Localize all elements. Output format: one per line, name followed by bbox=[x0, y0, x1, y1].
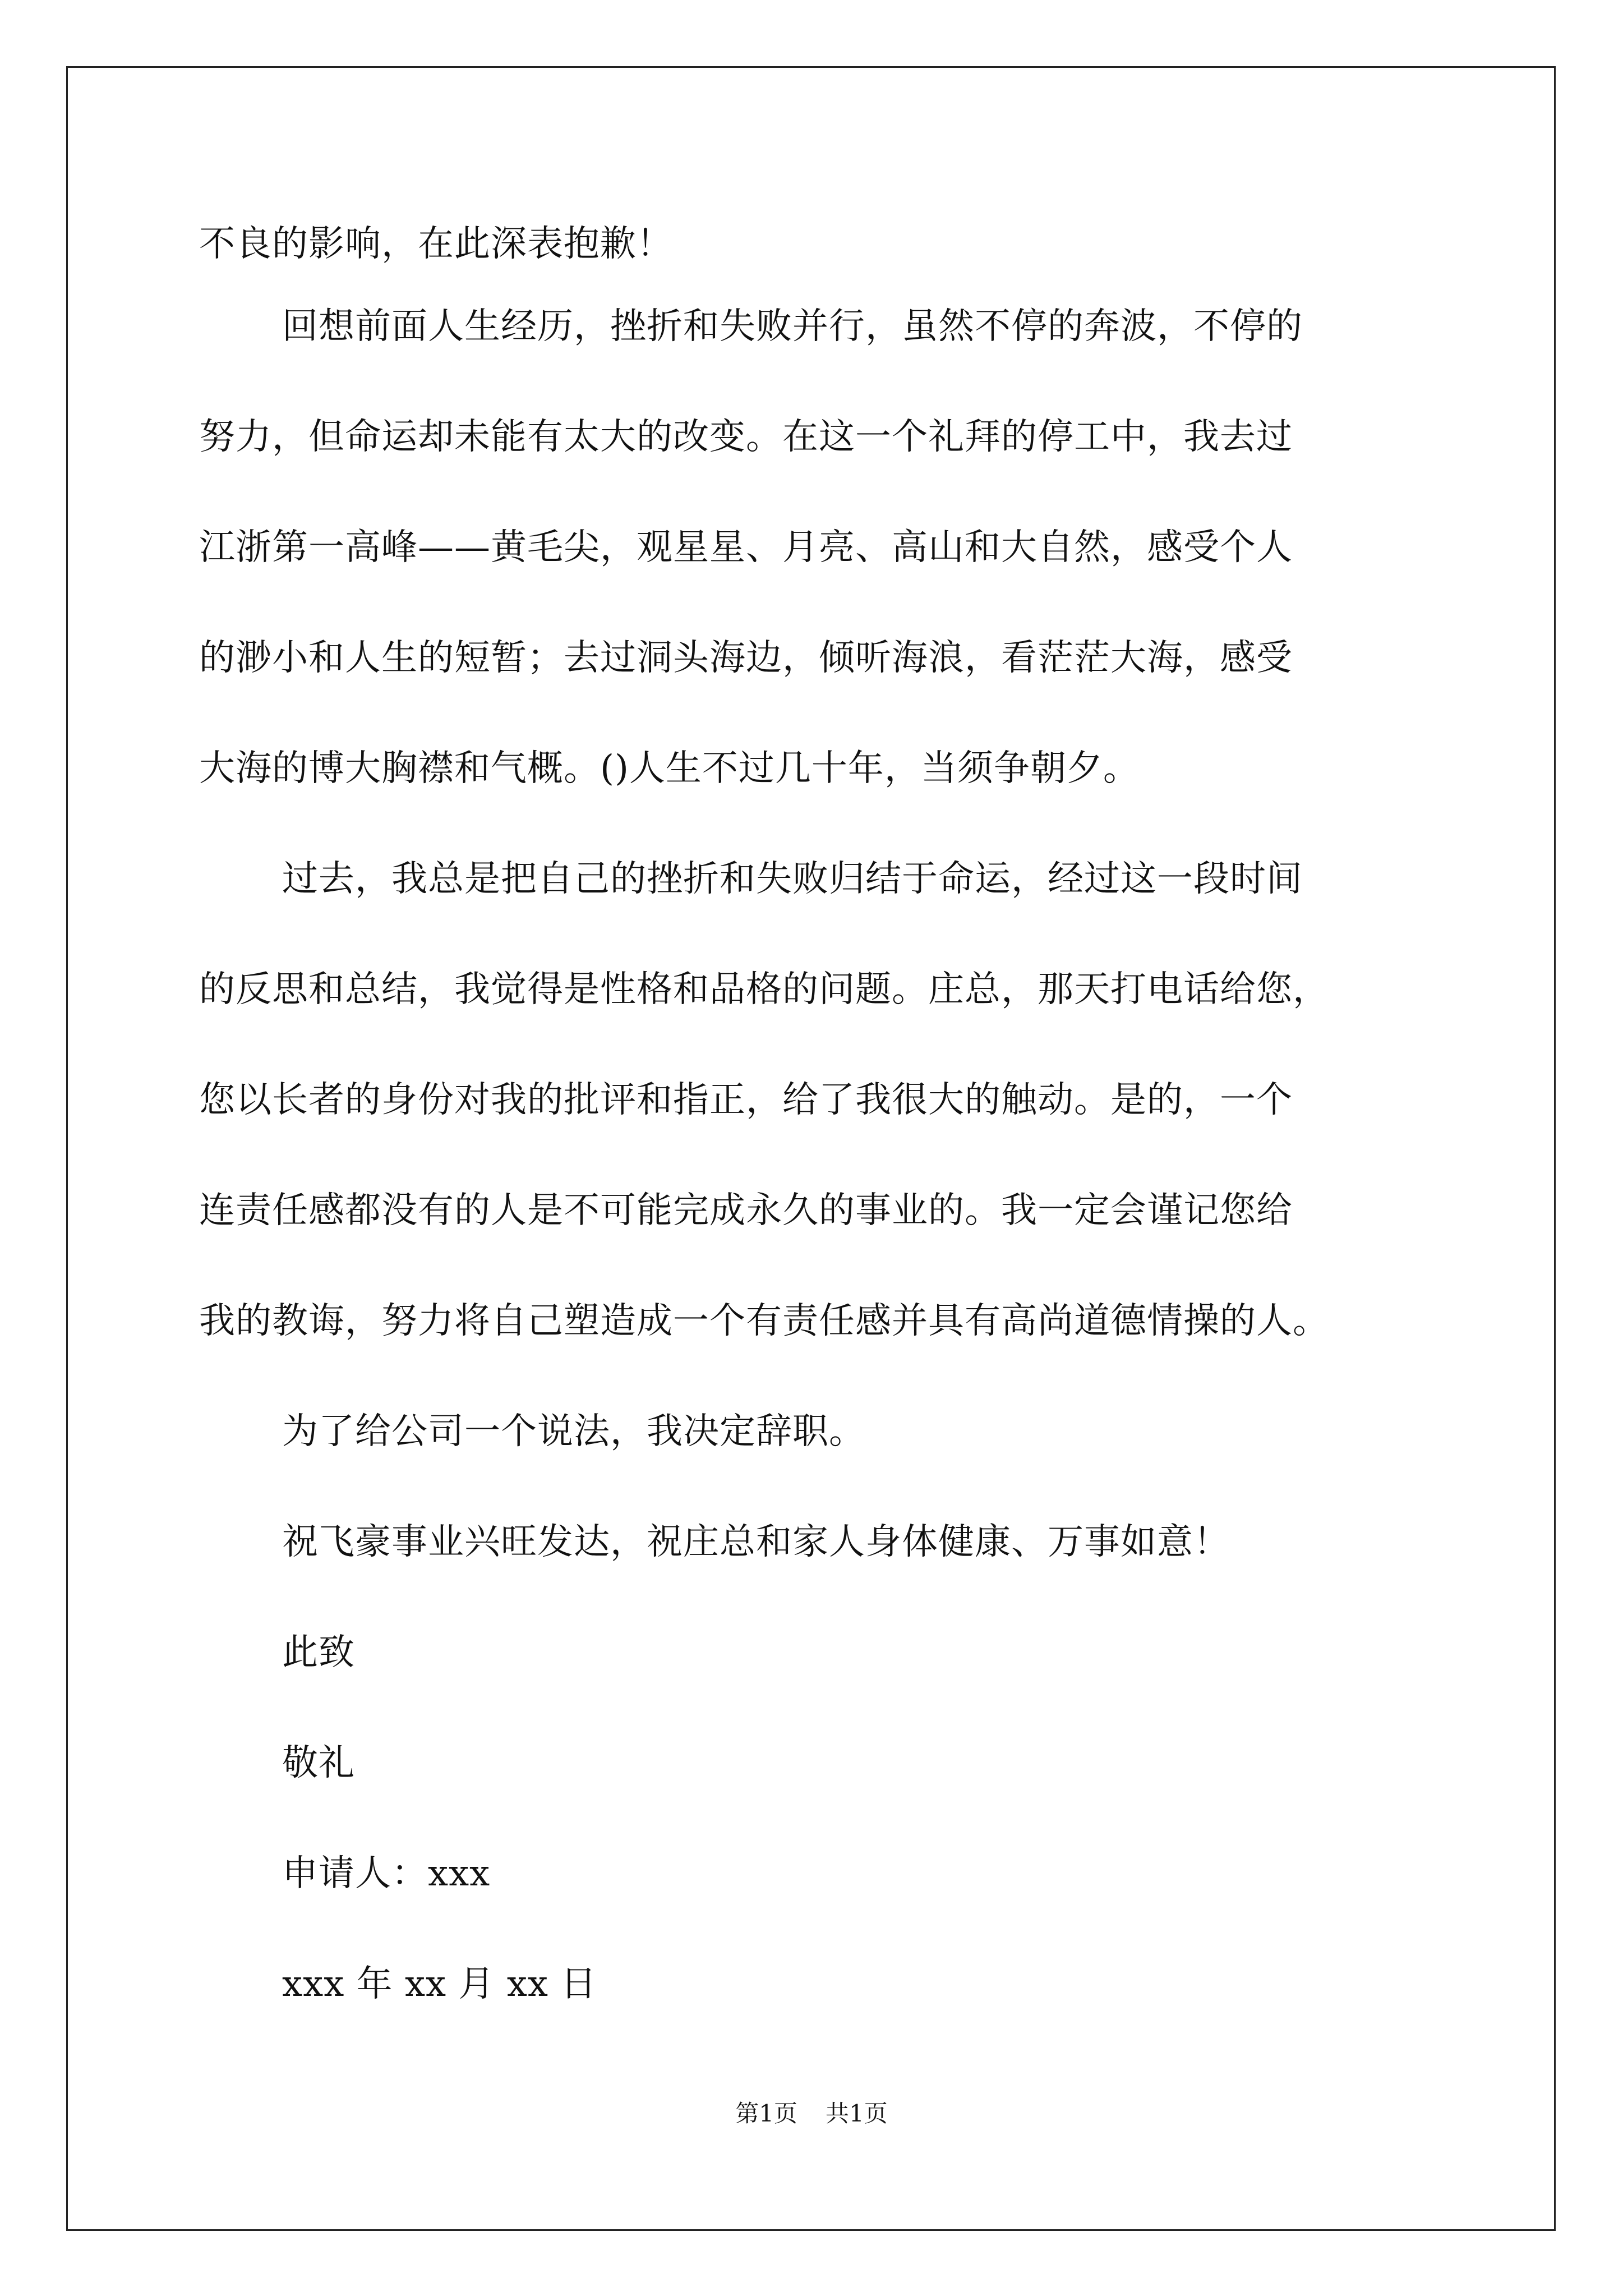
date-line: xxx 年 xx 月 xx 日 bbox=[282, 1963, 597, 2005]
paragraph-line: 的反思和总结，我觉得是性格和品格的问题。庄总，那天打电话给您， bbox=[199, 969, 1329, 1010]
paragraph-line: 的渺小和人生的短暂；去过洞头海边，倾听海浪，看茫茫大海，感受 bbox=[199, 637, 1293, 679]
paragraph-line: 过去，我总是把自己的挫折和失败归结于命运，经过这一段时间 bbox=[282, 858, 1303, 900]
paragraph-line: 连责任感都没有的人是不可能完成永久的事业的。我一定会谨记您给 bbox=[199, 1190, 1293, 1231]
paragraph-line: 江浙第一高峰——黄毛尖，观星星、月亮、高山和大自然，感受个人 bbox=[199, 527, 1293, 568]
resignation-statement: 为了给公司一个说法，我决定辞职。 bbox=[282, 1411, 865, 1452]
body-line: 不良的影响，在此深表抱歉！ bbox=[199, 223, 673, 265]
paragraph-line: 大海的博大胸襟和气概。()人生不过几十年，当须争朝夕。 bbox=[199, 748, 1140, 789]
paragraph-line: 努力，但命运却未能有太大的改变。在这一个礼拜的停工中，我去过 bbox=[199, 416, 1293, 458]
paragraph-line: 回想前面人生经历，挫折和失败并行，虽然不停的奔波，不停的 bbox=[282, 306, 1303, 347]
applicant-line: 申请人：xxx bbox=[282, 1853, 491, 1894]
closing-greeting: 此致 bbox=[282, 1632, 355, 1673]
page-border bbox=[66, 66, 1556, 2231]
page-total: 共1页 bbox=[826, 2100, 888, 2127]
closing-salute: 敬礼 bbox=[282, 1742, 355, 1784]
blessing-line: 祝飞豪事业兴旺发达，祝庄总和家人身体健康、万事如意！ bbox=[282, 1521, 1230, 1563]
paragraph-line: 我的教诲，努力将自己塑造成一个有责任感并具有高尚道德情操的人。 bbox=[199, 1300, 1329, 1342]
page-number: 第1页 bbox=[735, 2100, 797, 2127]
page-footer bbox=[0, 2097, 1623, 2131]
paragraph-line: 您以长者的身份对我的批评和指正，给了我很大的触动。是的，一个 bbox=[199, 1079, 1293, 1121]
